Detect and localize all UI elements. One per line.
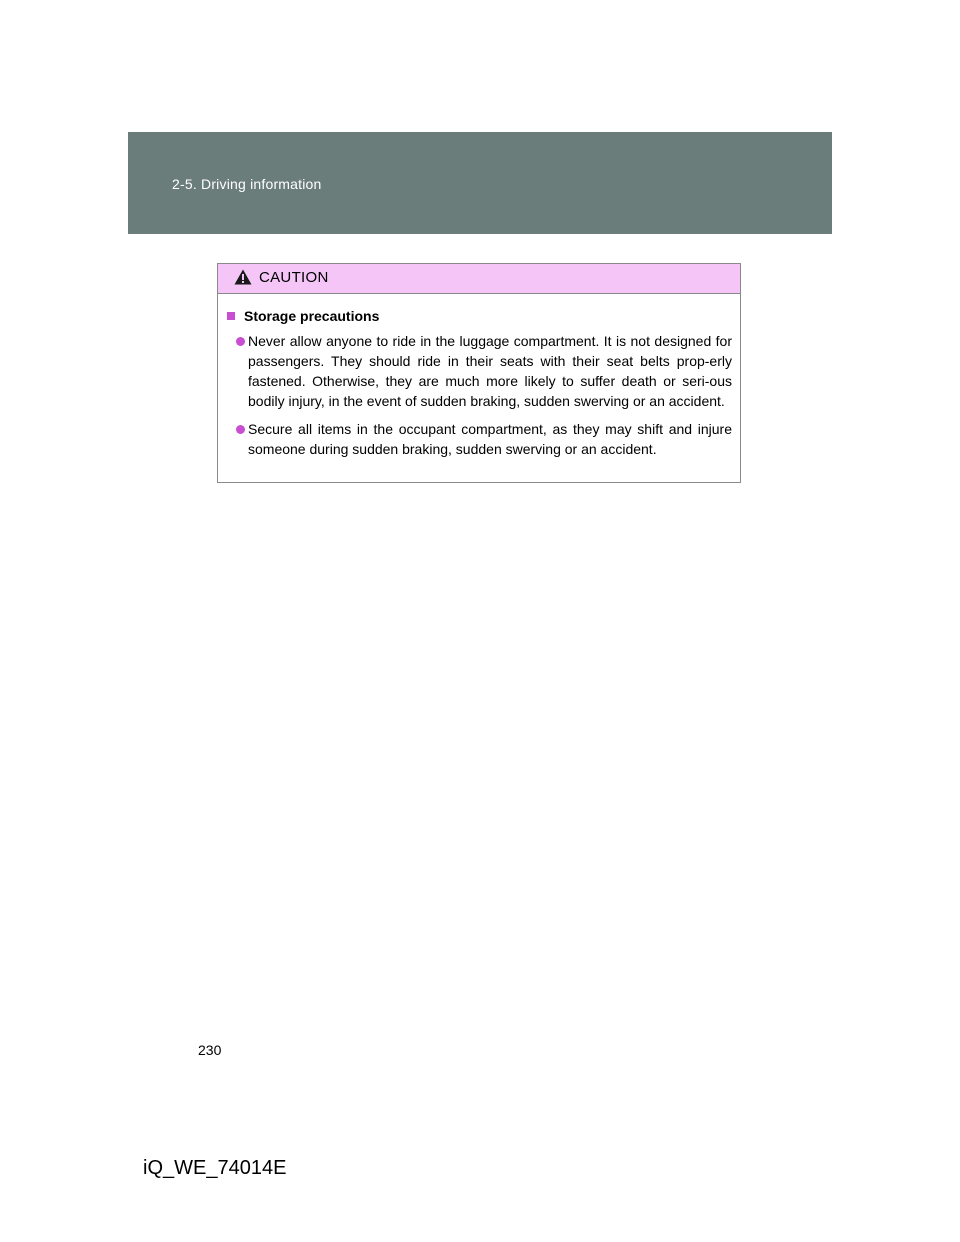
caution-box <box>217 263 741 483</box>
list-item <box>226 331 732 411</box>
list-item <box>226 419 732 459</box>
caution-body <box>218 294 740 459</box>
section-heading-text: Storage precautions <box>244 308 380 324</box>
section-title: 2-5. Driving information <box>172 176 322 192</box>
round-bullet-icon <box>236 337 245 346</box>
document-code: iQ_WE_74014E <box>143 1157 287 1179</box>
list-item-text: Never allow anyone to ride in the luggage compartment. It is not designed for passengers. They should ride in their seats with their seat belts prop-erly fastened. Otherwise, they are much more likely to suffer death or seri-ous bodily injury, in the event of sudden braking, sudden swerving or an accident. <box>248 333 732 409</box>
caution-title: CAUTION <box>259 269 329 286</box>
page-number: 230 <box>198 1042 222 1058</box>
caution-header <box>218 264 740 294</box>
square-bullet-icon <box>227 312 235 320</box>
list-item-text: Secure all items in the occupant compartment, as they may shift and injure someone during sudden braking, sudden swerving or an accident. <box>248 421 732 457</box>
warning-triangle-icon <box>234 269 252 285</box>
section-heading <box>226 306 732 326</box>
round-bullet-icon <box>236 425 245 434</box>
